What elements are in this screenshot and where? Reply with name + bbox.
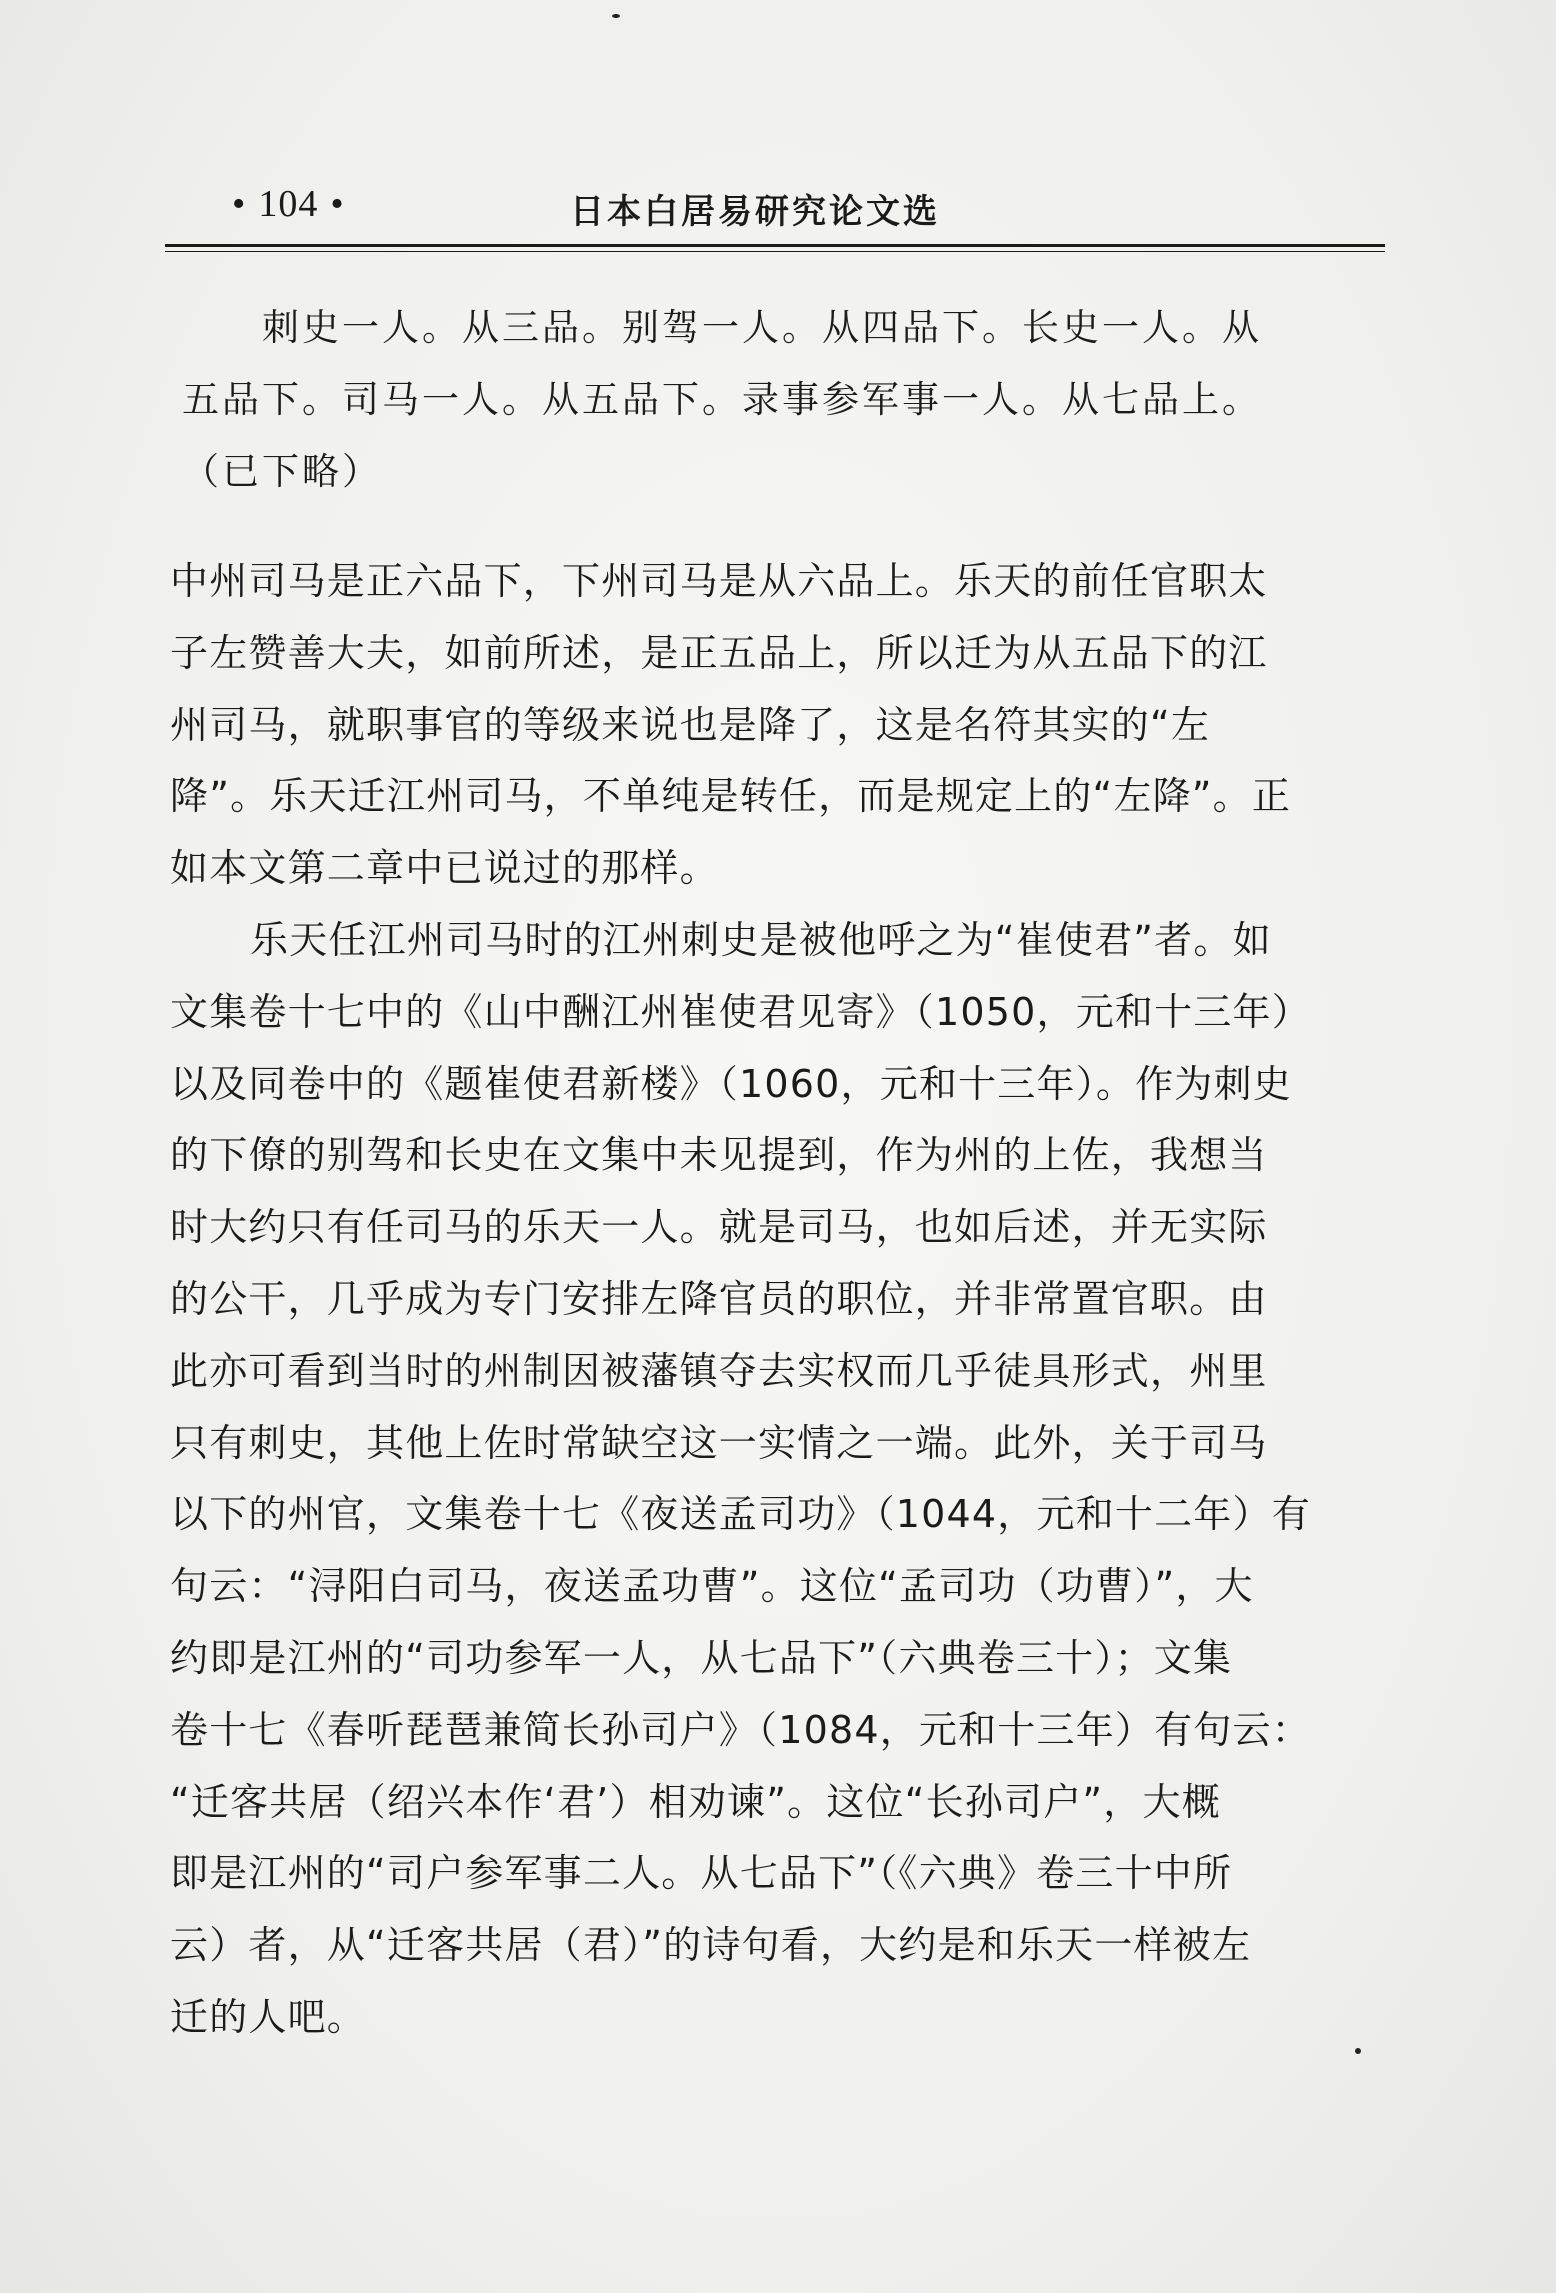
paragraph-1 [170, 546, 1385, 905]
quote-line: （已下略） [182, 450, 382, 493]
text-line: 子左赞善大夫，如前所述，是正五品上，所以迁为从五品下的江 [170, 630, 1268, 675]
text-line: 的公干，几乎成为专门安排左降官员的职位，并非常置官职。由 [170, 1276, 1268, 1321]
ink-speck [1355, 2048, 1361, 2054]
text-line: 如本文第二章中已说过的那样。 [170, 846, 719, 891]
header-rule-thin [165, 251, 1385, 252]
text-line: 句云：“浔阳白司马，夜送孟功曹”。这位“孟司功（功曹）”，大 [170, 1564, 1254, 1609]
ink-speck [612, 14, 620, 18]
text-line: 约即是江州的“司功参军一人，从七品下”（六典卷三十）；文集 [170, 1635, 1233, 1680]
quoted-passage [182, 292, 1382, 508]
running-header [165, 178, 1385, 238]
quote-line: 五品下。司马一人。从五品下。录事参军事一人。从七品上。 [182, 378, 1262, 421]
page-number-value: 104 [258, 183, 319, 225]
book-title: 日本白居易研究论文选 [570, 192, 940, 232]
text-line: 迁的人吧。 [170, 1994, 367, 2039]
body-text [170, 546, 1385, 2054]
text-line: 即是江州的“司户参军事二人。从七品下”（《六典》卷三十中所 [170, 1851, 1233, 1896]
paragraph-2 [170, 905, 1385, 2054]
text-line: 的下僚的别驾和长史在文集中未见提到，作为州的上佐，我想当 [170, 1133, 1268, 1178]
text-line: 中州司马是正六品下，下州司马是从六品上。乐天的前任官职太 [170, 559, 1268, 603]
folio-dot-right: • [330, 183, 345, 225]
page-number [220, 182, 357, 226]
text-line: 降”。乐天迁江州司马，不单纯是转任，而是规定上的“左降”。正 [170, 774, 1292, 819]
text-line: 乐天任江州司马时的江州刺史是被他呼之为“崔使君”者。如 [250, 917, 1272, 962]
text-line: 只有刺史，其他上佐时常缺空这一实情之一端。此外，关于司马 [170, 1420, 1268, 1465]
text-line: 州司马，就职事官的等级来说也是降了，这是名符其实的“左 [170, 702, 1211, 747]
text-line: “迁客共居（绍兴本作‘君’）相劝谏”。这位“长孙司户”，大概 [170, 1779, 1221, 1824]
header-rule-thick [165, 244, 1385, 247]
quote-line: 刺史一人。从三品。别驾一人。从四品下。长史一人。从 [262, 306, 1262, 349]
text-line: 此亦可看到当时的州制因被藩镇夺去实权而几乎徒具形式，州里 [170, 1348, 1268, 1393]
text-line: 以及同卷中的《题崔使君新楼》（1060，元和十三年）。作为刺史 [170, 1061, 1292, 1106]
text-line: 文集卷十七中的《山中酬江州崔使君见寄》（1050，元和十三年） [170, 989, 1311, 1034]
text-line: 卷十七《春听琵琶兼简长孙司户》（1084，元和十三年）有句云： [170, 1707, 1311, 1752]
text-line: 云）者，从“迁客共居（君）”的诗句看，大约是和乐天一样被左 [170, 1923, 1252, 1968]
folio-dot-left: • [232, 183, 247, 225]
text-line: 时大约只有任司马的乐天一人。就是司马，也如后述，并无实际 [170, 1205, 1268, 1250]
text-line: 以下的州官，文集卷十七《夜送孟司功》（1044，元和十二年）有 [170, 1492, 1311, 1537]
